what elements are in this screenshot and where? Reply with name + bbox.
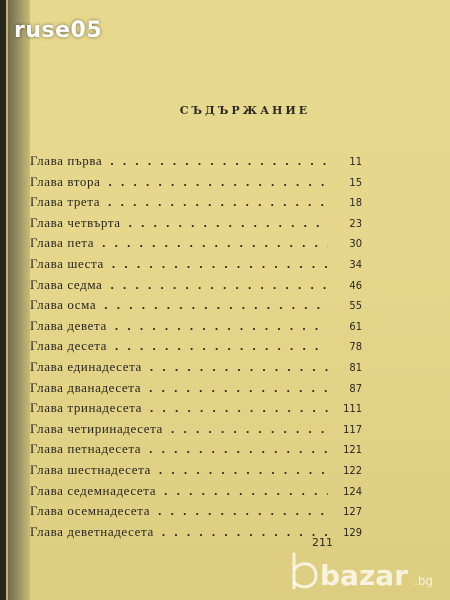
toc-chapter-title: Глава втора [30,173,101,189]
toc-leader-dots [150,359,328,375]
page-title: СЪДЪРЖАНИЕ [179,104,311,117]
toc-chapter-title: Глава четвърта [30,214,121,230]
toc-chapter-title: Глава девета [30,317,107,333]
toc-chapter-title: Глава деветнадесета [30,523,154,539]
toc-chapter-title: Глава дванадесета [30,379,142,395]
page-gutter [8,0,30,600]
toc-row [30,441,362,462]
toc-chapter-title: Глава седма [30,276,103,292]
svg-text:.bg: .bg [414,574,434,588]
toc-leader-dots [110,277,328,293]
toc-page-number: 23 [349,216,362,230]
toc-page-number: 61 [349,319,362,333]
toc-leader-dots [129,215,328,231]
toc-chapter-title: Глава осма [30,297,97,313]
toc-leader-dots [150,400,328,416]
seller-watermark: ruse05 [14,18,103,43]
toc-row [30,194,362,215]
toc-chapter-title: Глава петнадесета [30,441,142,457]
toc-row [30,338,362,359]
toc-row [30,503,362,524]
toc-page-number: 111 [343,402,362,416]
toc-chapter-title: Глава пета [30,235,95,251]
toc-row [30,215,362,236]
page-number: 211 [312,536,333,549]
toc-row [30,400,362,421]
bazar-logo-icon [286,548,446,596]
toc-page-number: 55 [349,299,362,313]
toc-page-number: 15 [349,175,362,189]
toc-row [30,359,362,380]
toc-chapter-title: Глава седемнадесета [30,482,157,498]
toc-page-number: 34 [349,257,362,271]
toc-row [30,421,362,442]
toc-chapter-title: Глава трета [30,194,101,210]
toc-chapter-title: Глава десета [30,338,107,354]
toc-row [30,380,362,401]
toc-leader-dots [158,503,328,519]
toc-leader-dots [102,235,328,251]
toc-leader-dots [164,483,328,499]
toc-leader-dots [112,256,328,272]
toc-leader-dots [149,441,328,457]
toc-chapter-title: Глава четиринадесета [30,420,163,436]
toc-page-number: 18 [349,196,362,210]
toc-page-number: 121 [343,443,362,457]
toc-leader-dots [149,380,328,396]
toc-chapter-title: Глава единадесета [30,358,142,374]
bazar-logo-watermark [286,548,446,596]
toc-chapter-title: Глава шестнадесета [30,461,151,477]
toc-leader-dots [115,318,328,334]
toc-page-number: 46 [349,278,362,292]
toc-page-number: 30 [349,237,362,251]
toc-page-number: 117 [343,422,362,436]
toc-page-number: 129 [343,525,362,539]
table-of-contents [30,153,362,544]
toc-leader-dots [171,421,328,437]
toc-chapter-title: Глава тринадесета [30,400,143,416]
toc-row [30,483,362,504]
toc-row [30,297,362,318]
toc-row [30,235,362,256]
toc-page-number: 81 [349,360,362,374]
toc-row [30,174,362,195]
toc-row [30,277,362,298]
toc-row [30,462,362,483]
toc-leader-dots [110,153,328,169]
toc-chapter-title: Глава шеста [30,255,104,271]
toc-row [30,318,362,339]
toc-page-number: 127 [343,505,362,519]
svg-text:bazar: bazar [320,559,408,592]
toc-page-number: 122 [343,463,362,477]
toc-leader-dots [104,297,328,313]
toc-chapter-title: Глава първа [30,153,103,168]
toc-page-number: 11 [349,155,362,168]
toc-page-number: 78 [349,340,362,354]
toc-leader-dots [108,194,328,210]
toc-leader-dots [159,462,328,478]
toc-row [30,153,362,174]
toc-leader-dots [162,524,328,540]
toc-page-number: 124 [343,484,362,498]
toc-page-number: 87 [349,381,362,395]
toc-leader-dots [108,174,328,190]
toc-leader-dots [115,338,328,354]
toc-chapter-title: Глава осемнадесета [30,503,151,519]
toc-row [30,256,362,277]
